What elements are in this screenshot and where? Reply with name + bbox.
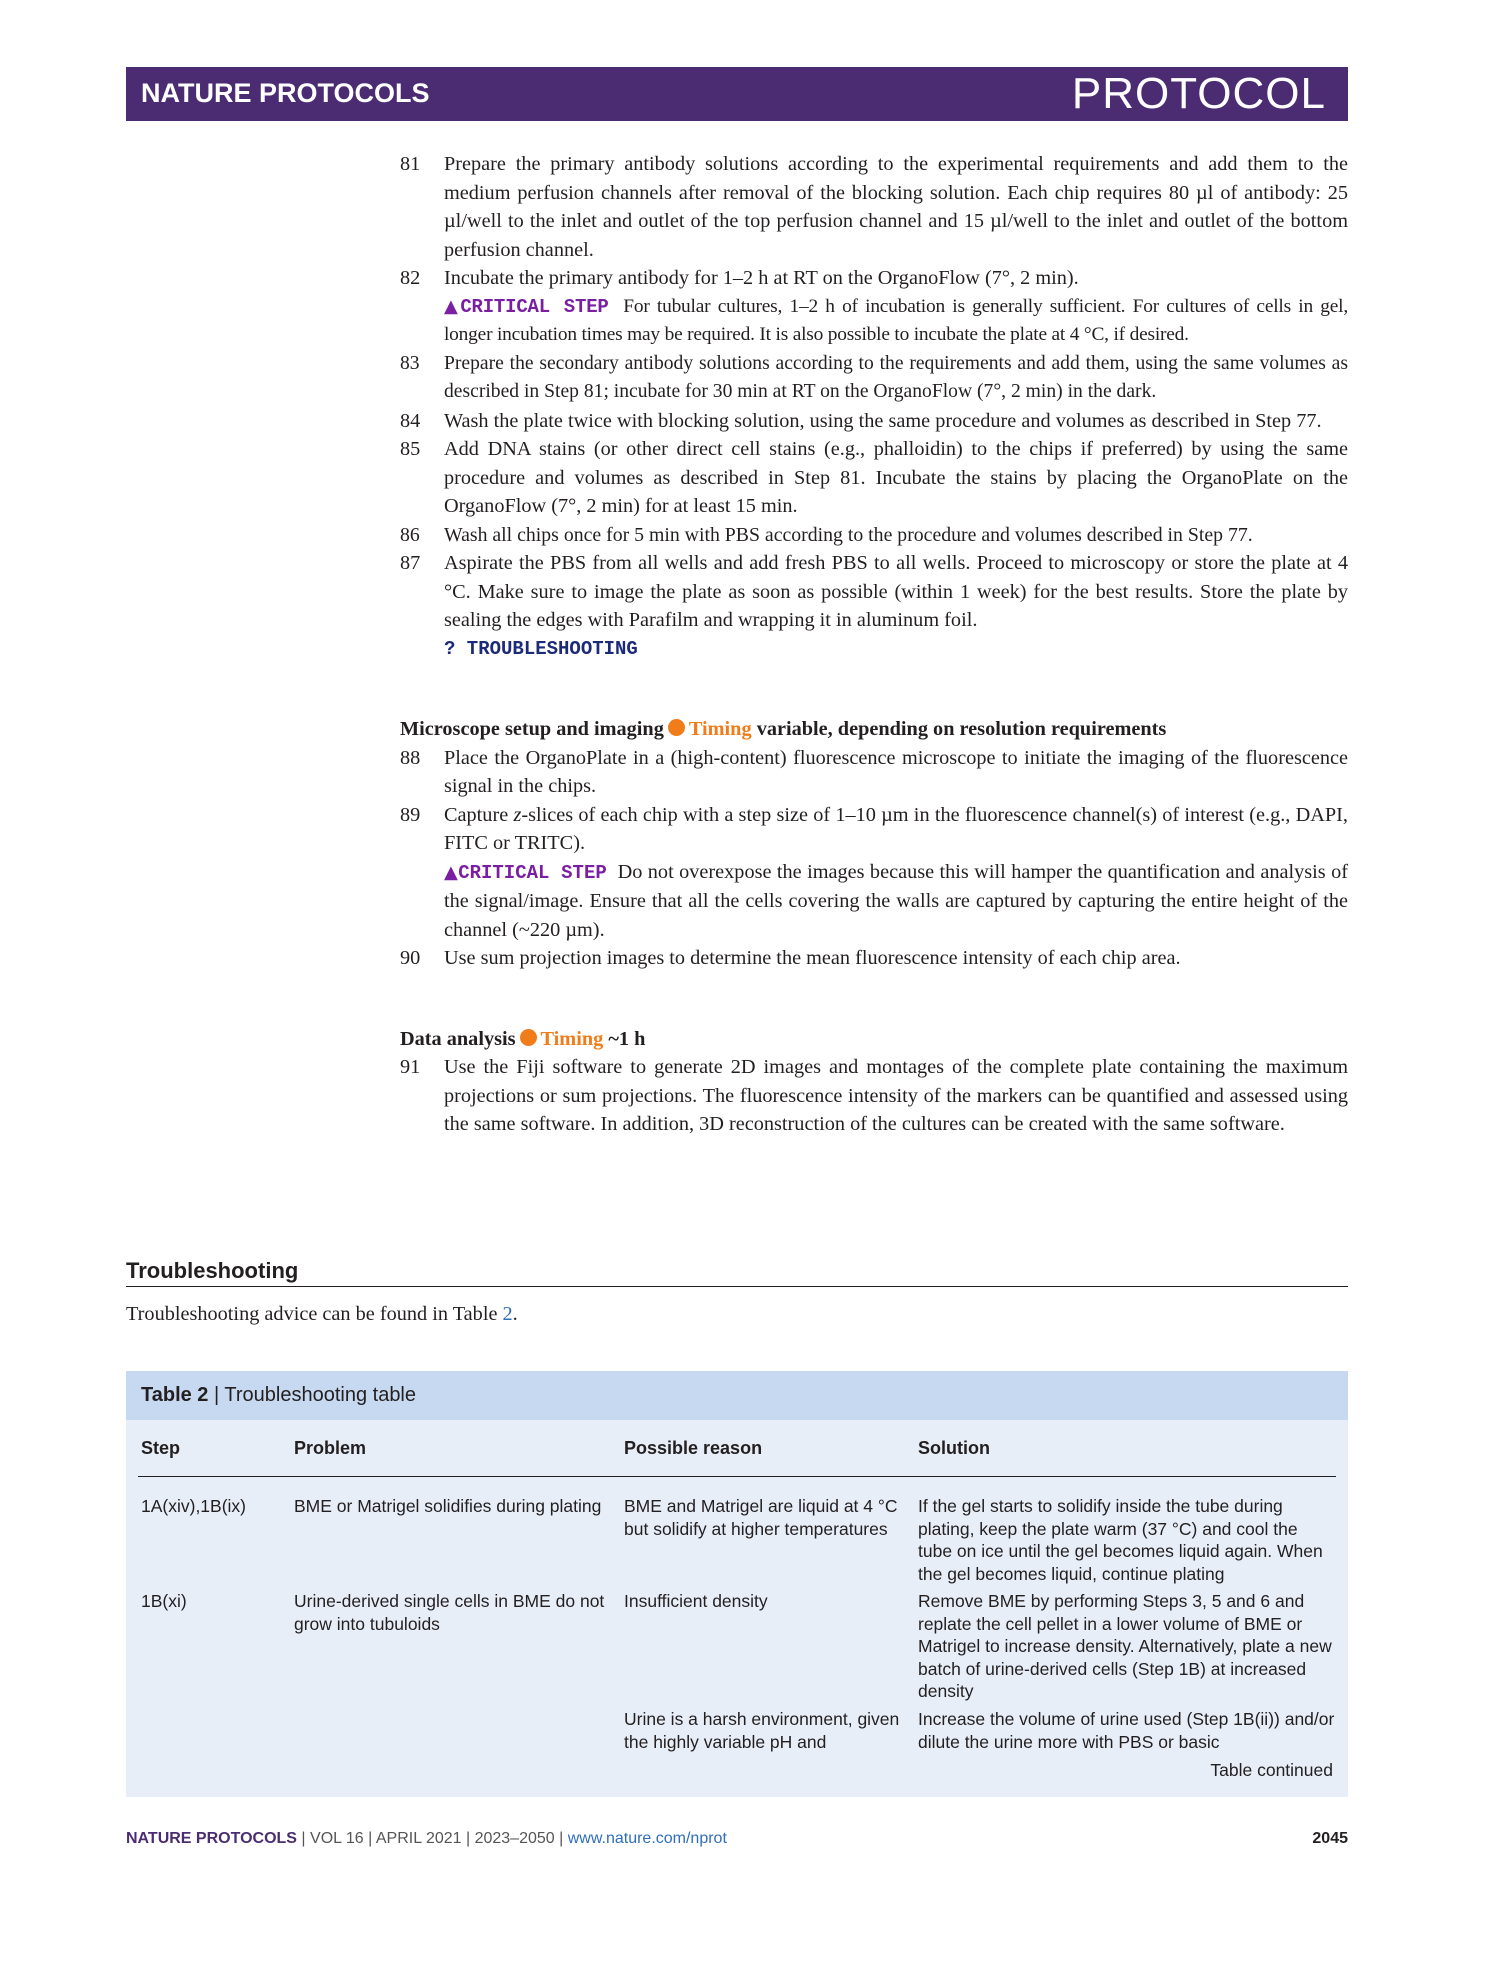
step-text: Wash all chips once for 5 min with PBS according to the procedure and volumes described in Step 77. <box>444 523 1253 546</box>
critical-step-text: Do not overexpose the images because this will hamper the quantification and analysis of the signal/image. Ensure that all the cells covering the walls are captured by capturing the entire height of the channel (~220 µm). <box>444 860 1349 941</box>
column-header-step: Step <box>141 1438 181 1458</box>
table-title-bar <box>126 1371 1348 1420</box>
troubleshooting-text <box>126 1303 518 1326</box>
step-91 <box>400 1053 1348 1139</box>
critical-step-note <box>444 293 1348 350</box>
table-label: Table 2 <box>141 1384 209 1406</box>
step-text: Add DNA stains (or other direct cell stains (e.g., phalloidin) to the chips if preferred) by using the same procedure and volumes as described in Step 81. Incubate the stains by placing the OrganoPlate on the OrganoFlow (7°, 2 min) for at least 15 min. <box>444 438 1348 517</box>
cell-problem: BME or Matrigel solidifies during plating <box>294 1496 602 1516</box>
timing-label: Timing <box>540 1027 604 1050</box>
footer-url-link[interactable]: www.nature.com/nprot <box>567 1830 727 1847</box>
step-number: 87 <box>400 552 421 574</box>
step-number: 83 <box>400 352 420 374</box>
column-header-problem: Problem <box>294 1438 367 1458</box>
troubleshooting-sentence: Troubleshooting advice can be found in Table <box>126 1303 503 1325</box>
section-heading-microscope <box>400 715 1348 744</box>
cell-step: 1A(xiv),1B(ix) <box>141 1496 247 1516</box>
step-text: Place the OrganoPlate in a (high-content) fluorescence microscope to initiate the imaging of the fluorescence signal in the chips. <box>444 746 1348 797</box>
step-84 <box>400 407 1348 436</box>
cell-reason: BME and Matrigel are liquid at 4 °C but solidify at higher temperatures <box>624 1496 898 1539</box>
column-header-solution: Solution <box>918 1438 990 1458</box>
table-row <box>138 1495 1336 1590</box>
timing-value: ~1 h <box>608 1027 646 1050</box>
step-text <box>444 801 1348 858</box>
critical-step-label: CRITICAL STEP <box>458 861 607 884</box>
step-text: Prepare the primary antibody solutions according to the experimental requirements and add them to the medium perfusion channels after removal of the blocking solution. Each chip requires 80 µl of antibody: 25 µl/well to the inlet and outlet of the top perfusion channel and 15 µl/well to the inlet and outlet of the bottom perfusion channel. <box>444 153 1348 261</box>
footer-issue: | VOL 16 | APRIL 2021 | 2023–2050 | <box>296 1830 568 1847</box>
cell-reason: Insufficient density <box>624 1591 768 1611</box>
step-88 <box>400 744 1348 801</box>
troubleshooting-table <box>126 1371 1348 1797</box>
cell-step: 1B(xi) <box>141 1591 187 1611</box>
step-number: 89 <box>400 803 421 826</box>
cell-problem: Urine-derived single cells in BME do not grow into tubuloids <box>294 1591 605 1634</box>
section-title: Microscope setup and imaging <box>400 718 664 740</box>
table-link[interactable]: 2 <box>502 1303 513 1325</box>
procedure-steps <box>400 150 1348 1139</box>
step-90 <box>400 944 1348 973</box>
step-text: Incubate the primary antibody for 1–2 h at RT on the OrganoFlow (7°, 2 min). <box>444 267 1079 289</box>
step-87 <box>400 549 1348 663</box>
step-number: 88 <box>400 746 421 769</box>
step-text-part: Capture <box>444 803 514 826</box>
critical-step-note <box>444 858 1348 945</box>
table-row <box>138 1708 1336 1758</box>
critical-step-text: For tubular cultures, 1–2 h of incubation is generally sufficient. For cultures of cells in gel, longer incubation times may be required. It is also possible to incubate the plate at 4 °C, if desired. <box>444 295 1348 345</box>
step-text: Wash the plate twice with blocking solution, using the same procedure and volumes as described in Step 77. <box>444 409 1322 432</box>
page-footer <box>126 1830 1348 1848</box>
step-text: Use the Fiji software to generate 2D images and montages of the complete plate containing the maximum projections or sum projections. The fluorescence intensity of the markers can be quantified and assessed using the same software. In addition, 3D reconstruction of the cultures can be created with the same software. <box>444 1056 1348 1135</box>
warning-triangle-icon: ▲ <box>444 295 461 317</box>
step-86 <box>400 521 1348 550</box>
timing-label: Timing <box>688 718 752 740</box>
step-text-italic: z <box>513 803 522 826</box>
sentence-end: . <box>512 1303 518 1325</box>
table-continued-note: Table continued <box>1210 1760 1333 1780</box>
step-81 <box>400 150 1348 264</box>
table-title: Troubleshooting table <box>224 1384 417 1406</box>
timing-dot-icon <box>668 719 685 736</box>
cell-solution: Increase the volume of urine used (Step 1B(ii)) and/or dilute the urine more with PBS or basic <box>918 1709 1335 1752</box>
article-type: PROTOCOL <box>1071 69 1326 118</box>
step-number: 81 <box>400 153 421 175</box>
cell-solution: If the gel starts to solidify inside the tube during plating, keep the plate warm (37 °C) and cool the tube on ice until the gel becomes liquid again. When the gel becomes liquid, continue plating <box>918 1496 1323 1584</box>
table-header-row <box>138 1420 1336 1477</box>
step-number: 82 <box>400 267 421 289</box>
step-number: 91 <box>400 1056 421 1078</box>
table-title-sep: | <box>208 1384 225 1406</box>
timing-value: variable, depending on resolution requirements <box>756 718 1167 740</box>
step-83 <box>400 350 1348 407</box>
table-row <box>138 1590 1336 1708</box>
step-82 <box>400 264 1348 350</box>
section-title: Data analysis <box>400 1027 516 1050</box>
step-89 <box>400 801 1348 945</box>
troubleshooting-marker[interactable]: ? TROUBLESHOOTING <box>444 637 638 660</box>
footer-journal: NATURE PROTOCOLS <box>126 1830 297 1847</box>
journal-name: NATURE PROTOCOLS <box>141 78 430 108</box>
cell-solution: Remove BME by performing Steps 3, 5 and 6 and replate the cell pellet in a lower volume of BME or Matrigel to increase density. Alternatively, plate a new batch of urine-derived cells (Step 1B) at increased density <box>918 1591 1332 1701</box>
critical-step-label: CRITICAL STEP <box>460 295 609 318</box>
step-number: 86 <box>400 523 420 546</box>
troubleshooting-heading: Troubleshooting <box>126 1258 1348 1287</box>
warning-triangle-icon: ▲ <box>444 861 459 883</box>
step-text: Prepare the secondary antibody solutions according to the requirements and add them, using the same volumes as described in Step 81; incubate for 30 min at RT on the OrganoFlow (7°, 2 min) in the dark. <box>444 352 1348 402</box>
step-text: Use sum projection images to determine the mean fluorescence intensity of each chip area. <box>444 947 1181 969</box>
step-text: Aspirate the PBS from all wells and add fresh PBS to all wells. Proceed to microscopy or store the plate at 4 °C. Make sure to image the plate as soon as possible (within 1 week) for the best results. Store the plate by sealing the edges with Parafilm and wrapping it in aluminum foil. <box>444 552 1348 631</box>
journal-header-bar <box>126 67 1348 121</box>
step-85 <box>400 435 1348 521</box>
cell-reason: Urine is a harsh environment, given the highly variable pH and <box>624 1709 900 1752</box>
page-number: 2045 <box>1312 1830 1348 1847</box>
step-text-part: -slices of each chip with a step size of 1–10 µm in the fluorescence channel(s) of interest (e.g., DAPI, FITC or TRITC). <box>444 803 1348 854</box>
timing-dot-icon <box>520 1029 537 1046</box>
step-number: 90 <box>400 947 421 969</box>
step-number: 85 <box>400 438 421 460</box>
column-header-reason: Possible reason <box>624 1438 763 1458</box>
step-number: 84 <box>400 409 421 432</box>
section-heading-analysis <box>400 1025 1348 1054</box>
